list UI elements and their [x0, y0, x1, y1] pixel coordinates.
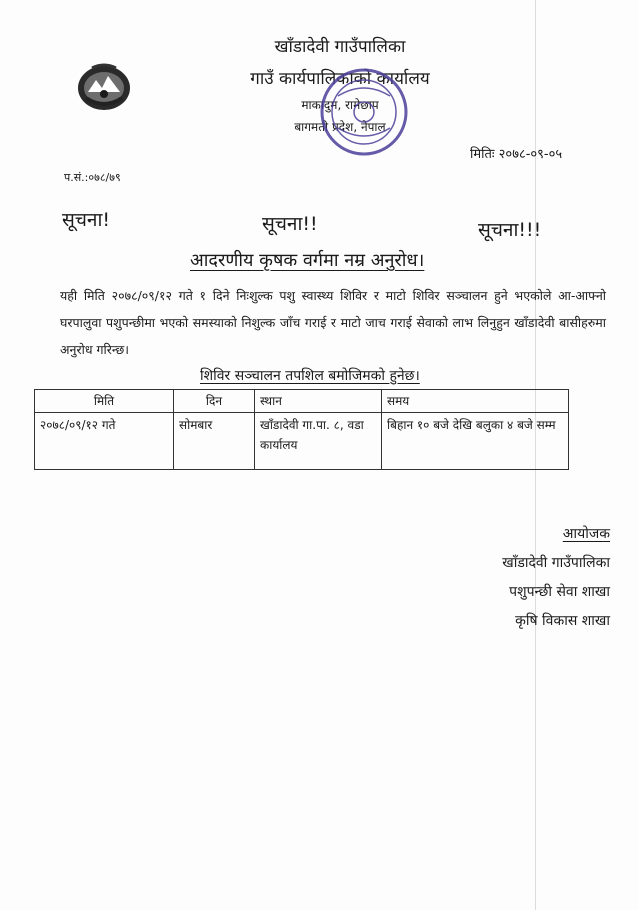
cell-location: खाँडादेवी गा.पा. ८, वडा कार्यालय: [255, 413, 382, 470]
schedule-table: [34, 389, 569, 470]
notice-heading-3: सूचना!!!: [478, 219, 542, 241]
municipality-name: खाँडादेवी गाउँपालिका: [274, 37, 406, 57]
nepal-emblem-icon: [74, 58, 134, 114]
cell-date: २०७८/०९/१२ गते: [35, 413, 174, 470]
notice-subject: आदरणीय कृषक वर्गमा नम्र अनुरोध।: [190, 250, 425, 271]
notice-body: यही मिति २०७८/०९/१२ गते १ दिने निःशुल्क पशु स्वास्थ्य शिविर र माटो शिविर सञ्चालन हुने भएकोले आ-आफ्नो घरपालुवा पशुपन्छीमा भएको समस्याको निशुल्क जाँच गराई र माटो जाच गराई सेवाको लाभ लिनुहुन खाँडादेवी बासीहरुमा अनुरोध गरिन्छ।: [60, 288, 606, 357]
organizer-line: पशुपन्छी सेवा शाखा: [509, 584, 610, 600]
reference-number: प.सं.:०७८/७९: [64, 171, 121, 184]
table-header-row: [35, 390, 569, 413]
organizer-line: खाँडादेवी गाउँपालिका: [502, 555, 610, 571]
header-time: समय: [382, 390, 569, 413]
header-date: मिति: [35, 390, 174, 413]
notice-heading-2: सूचना!!: [262, 213, 318, 235]
organizer-block: [470, 524, 610, 640]
header-day: दिन: [174, 390, 255, 413]
office-seal-icon: [318, 66, 410, 158]
office-name: गाउँ कार्यपालिकाको कार्यालय: [250, 69, 430, 89]
office-address: माकादुम, रामेछाप: [301, 98, 379, 112]
cell-time: बिहान १० बजे देखि बलुका ४ बजे सम्म: [382, 413, 569, 470]
organizer-title: आयोजक: [562, 526, 610, 542]
schedule-heading: शिविर सञ्चालन तपशिल बमोजिमको हुनेछ।: [200, 368, 420, 384]
issue-date: मितिः २०७८-०९-०५: [470, 147, 563, 162]
organizer-line: कृषि विकास शाखा: [515, 613, 610, 629]
header-location: स्थान: [255, 390, 382, 413]
cell-day: सोमबार: [174, 413, 255, 470]
table-row: [35, 413, 569, 470]
notice-heading-1: सूचना!: [62, 209, 110, 231]
office-province: बागमती प्रदेश, नेपाल: [294, 120, 386, 134]
